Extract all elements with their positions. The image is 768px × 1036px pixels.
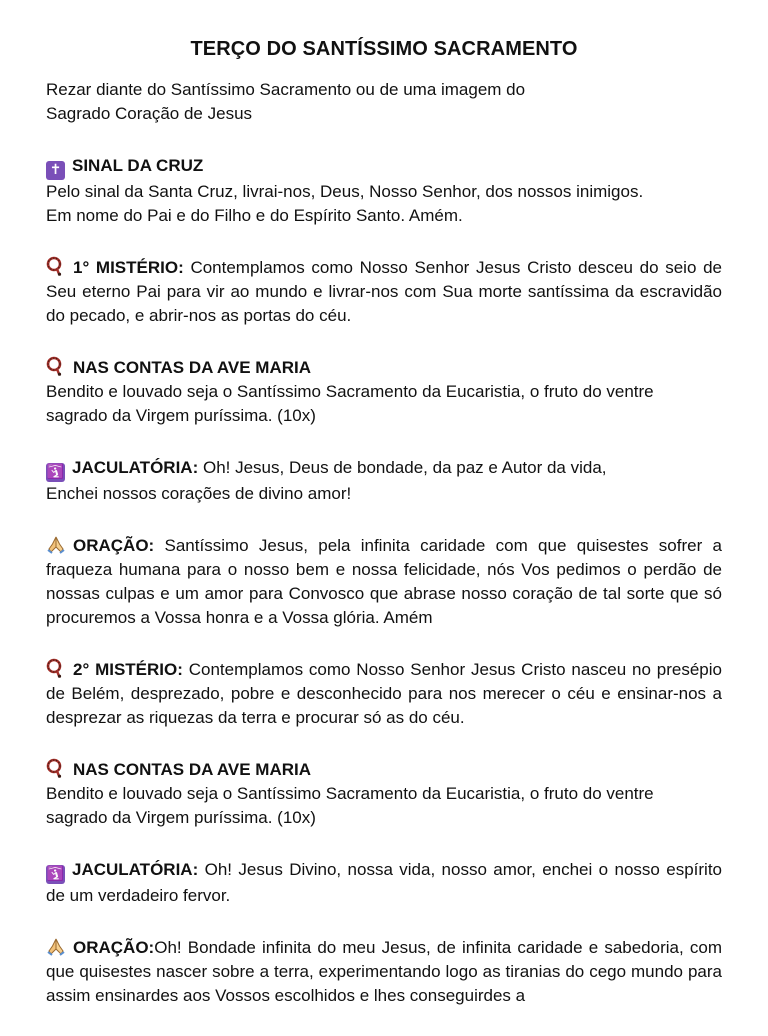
oracao-label: ORAÇÃO: bbox=[73, 938, 155, 957]
section-line-2: Em nome do Pai e do Filho e do Espírito Santo. Amém. bbox=[46, 206, 463, 225]
section-line-1: Bendito e louvado seja o Santíssimo Sacramento da Eucaristia, o fruto do ventre bbox=[46, 382, 654, 401]
section-ave-maria-2 bbox=[46, 758, 722, 830]
section-line-2: sagrado da Virgem puríssima. (10x) bbox=[46, 808, 316, 827]
jaculatoria-line-1: Oh! Jesus, Deus de bondade, da paz e Autor da vida, bbox=[202, 458, 607, 477]
intro-line-2: Sagrado Coração de Jesus bbox=[46, 104, 253, 123]
section-line-1: Bendito e louvado seja o Santíssimo Sacramento da Eucaristia, o fruto do ventre bbox=[46, 784, 654, 803]
section-jaculatoria-2 bbox=[46, 858, 722, 908]
section-jaculatoria-1 bbox=[46, 456, 722, 506]
section-line-1: Pelo sinal da Santa Cruz, livrai-nos, Deus, Nosso Senhor, dos nossos inimigos. bbox=[46, 182, 644, 201]
prayer-beads-icon bbox=[46, 256, 66, 276]
oracao-text: Oh! Bondade infinita do meu Jesus, de infinita caridade e sabedoria, com que quisestes nascer sobre a terra, experimentando logo as tiranias do cego mundo para assim ensinardes aos Vossos escolhidos e lhes conseguirdes a bbox=[46, 938, 722, 1005]
jaculatoria-text: Oh! Jesus Divino, nossa vida, nosso amor, enchei o nosso espírito de um verdadeiro fervor. bbox=[46, 860, 722, 905]
section-heading: NAS CONTAS DA AVE MARIA bbox=[73, 358, 311, 377]
section-oracao-2 bbox=[46, 936, 722, 1008]
prayer-beads-icon bbox=[46, 356, 66, 376]
section-heading: SINAL DA CRUZ bbox=[72, 156, 204, 175]
mystery-text: Contemplamos como Nosso Senhor Jesus Cristo nasceu no presépio de Belém, desprezado, pobre e desconhecido para nos merecer o céu e ensinar-nos a desprezar as riquezas da terra e procurar só as do céu. bbox=[46, 660, 722, 727]
section-ave-maria-1 bbox=[46, 356, 722, 428]
section-heading: NAS CONTAS DA AVE MARIA bbox=[73, 760, 311, 779]
latin-cross-icon: ✝ bbox=[46, 161, 65, 180]
folded-hands-icon bbox=[46, 936, 66, 956]
oracao-label: ORAÇÃO: bbox=[73, 536, 155, 555]
section-misterio-1 bbox=[46, 256, 722, 328]
intro-line-1: Rezar diante do Santíssimo Sacramento ou de uma imagem do bbox=[46, 80, 526, 99]
place-of-worship-icon: 🛐 bbox=[46, 464, 65, 480]
document-page bbox=[46, 36, 722, 1036]
section-misterio-2 bbox=[46, 658, 722, 730]
jaculatoria-label: JACULATÓRIA: bbox=[72, 860, 199, 879]
section-oracao-1 bbox=[46, 534, 722, 630]
mystery-label: 1° MISTÉRIO: bbox=[73, 258, 184, 277]
section-sinal-da-cruz bbox=[46, 154, 722, 228]
mystery-text: Contemplamos como Nosso Senhor Jesus Cristo desceu do seio de Seu eterno Pai para vir ao mundo e livrar-nos com Sua morte santíssima da escravidão do pecado, e abrir-nos as portas do céu. bbox=[46, 258, 722, 325]
jaculatoria-line-2: Enchei nossos corações de divino amor! bbox=[46, 484, 352, 503]
prayer-beads-icon bbox=[46, 758, 66, 778]
place-of-worship-icon: 🛐 bbox=[46, 866, 65, 882]
jaculatoria-label: JACULATÓRIA: bbox=[72, 458, 199, 477]
mystery-label: 2° MISTÉRIO: bbox=[73, 660, 183, 679]
oracao-text: Santíssimo Jesus, pela infinita caridade com que quisestes sofrer a fraqueza humana para o nosso bem e nossa felicidade, nós Vos pedimos o perdão de nossas culpas e um amor para Convosco que abrase nosso coração de tal sorte que só procuremos a Vossa honra e a Vossa glória. Amém bbox=[46, 536, 722, 627]
section-line-2: sagrado da Virgem puríssima. (10x) bbox=[46, 406, 316, 425]
intro-paragraph bbox=[46, 78, 722, 126]
prayer-beads-icon bbox=[46, 658, 66, 678]
page-title: TERÇO DO SANTÍSSIMO SACRAMENTO bbox=[190, 38, 578, 60]
folded-hands-icon bbox=[46, 534, 66, 554]
